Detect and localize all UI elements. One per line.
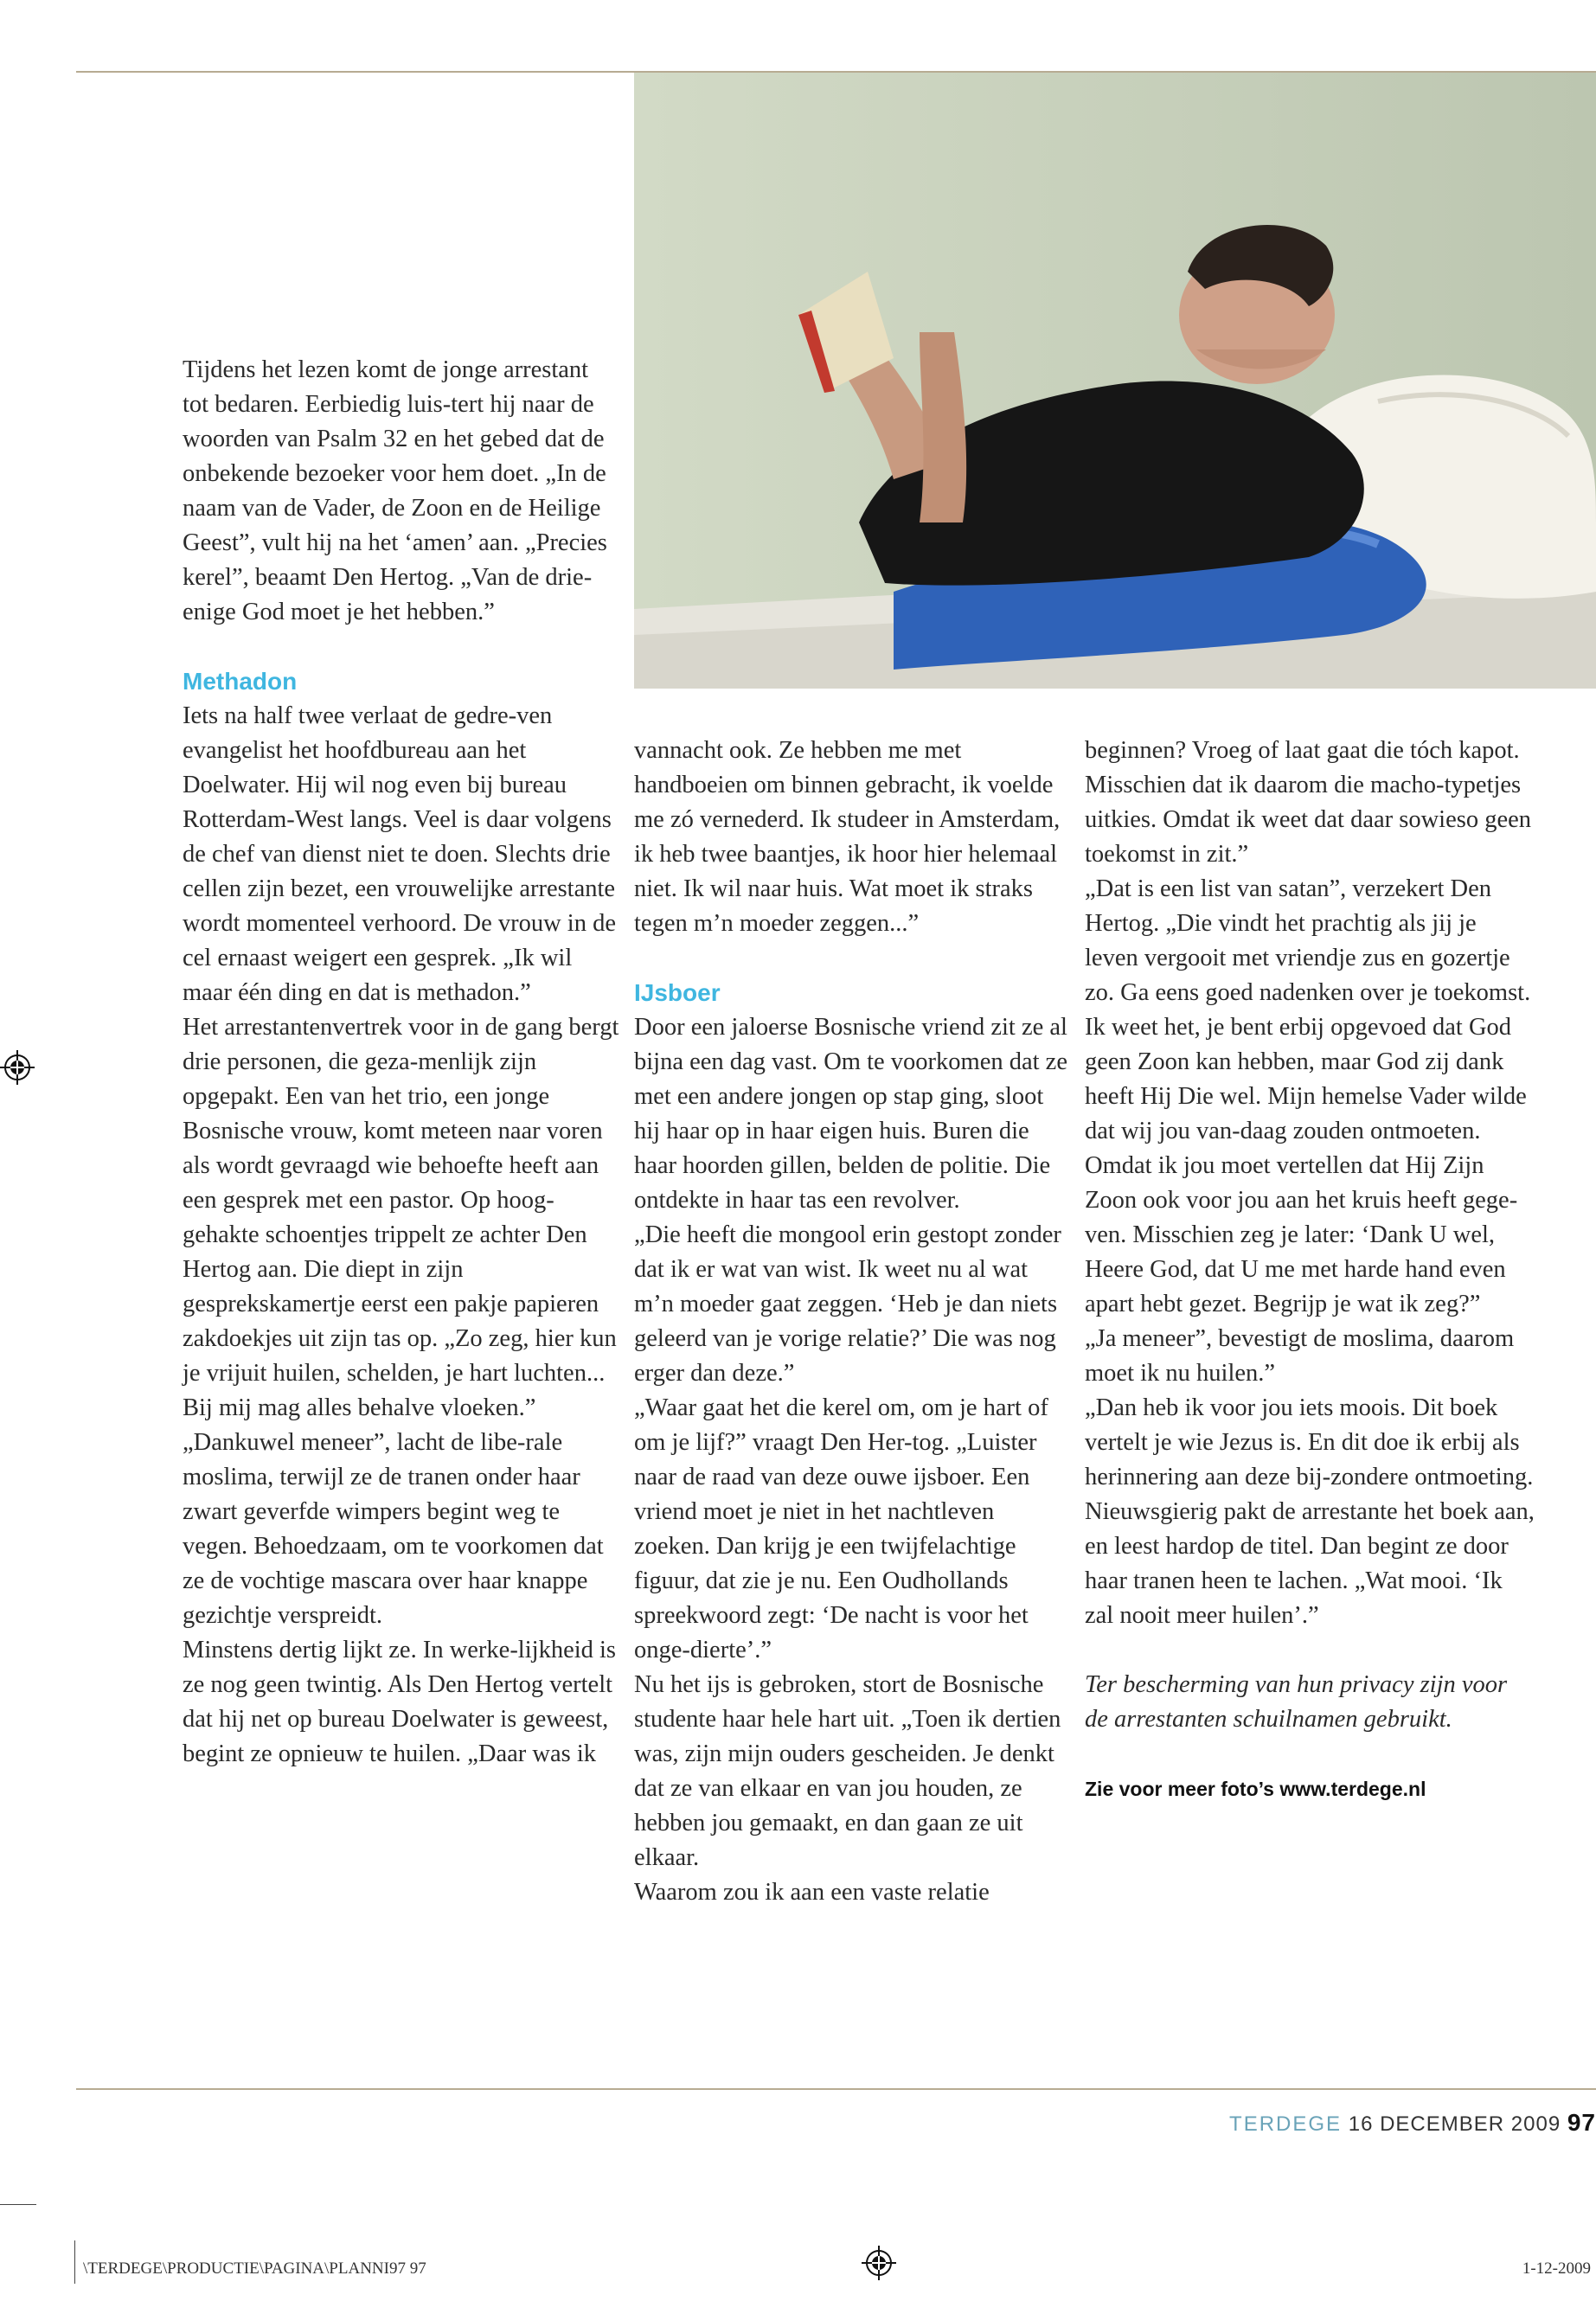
paragraph: „Ja meneer”, bevestigt de moslima, daarom moet ik nu huilen.” xyxy=(1085,1325,1515,1387)
paragraph: Nu het ijs is gebroken, stort de Bosnische studente haar hele hart uit. „Toen ik dertien was, zijn mijn ouders gescheiden. Je denkt dat ze van elkaar en van jou houden, ze hebben jou gemaakt, en dan gaan ze uit elkaar. xyxy=(634,1671,1061,1871)
print-slug-path: \TERDEGE\PRODUCTIE\PAGINA\PLANNI97 97 xyxy=(83,2259,426,2278)
subheading-ijsboer: IJsboer xyxy=(634,979,721,1006)
paragraph: Nieuwsgierig pakt de arrestante het boek aan, en leest hardop de titel. Dan begint ze door haar tranen heen te lachen. „Wat mooi. ‘Ik zal nooit meer huilen’.” xyxy=(1085,1498,1535,1629)
paragraph: Minstens dertig lijkt ze. In werke-lijkheid is ze nog geen twintig. Als Den Hertog vertelt dat hij net op bureau Doelwater is geweest, begint ze opnieuw te huilen. „Daar was ik xyxy=(183,1637,617,1767)
page-footer xyxy=(1229,2109,1596,2137)
print-slug-date: 1-12-2009 xyxy=(1522,2259,1591,2278)
crosshair-registration-mark xyxy=(0,1050,35,1085)
bottom-rule xyxy=(76,2088,1596,2090)
paragraph: Waarom zou ik aan een vaste relatie xyxy=(634,1879,990,1906)
paragraph: Door een jaloerse Bosnische vriend zit ze al bijna een dag vast. Om te voorkomen dat ze met een andere jongen op stap ging, sloot hij haar op in haar eigen huis. Buren die haar hoorden gillen, belden de politie. Die ontdekte in haar tas een revolver. xyxy=(634,1014,1067,1214)
paragraph: „Dat is een list van satan”, verzekert Den Hertog. „Die vindt het prachtig als jij je leven vergooit met vriendje zus en gozertje zo. Ga eens goed nadenken over je toekomst. xyxy=(1085,875,1531,1006)
paragraph: Iets na half twee verlaat de gedre-ven evangelist het hoofdbureau aan het Doelwater. Hij wil nog even bij bureau Rotterdam-West langs. Veel is daar volgens de chef van dienst niet te doen. Slechts drie cellen zijn bezet, een vrouwelijke arrestante wordt momenteel verhoord. De vrouw in de cel ernaast weigert een gesprek. „Ik wil maar één ding en dat is methadon.” xyxy=(183,702,616,1006)
paragraph: „Waar gaat het die kerel om, om je hart of om je lijf?” vraagt Den Her-tog. „Luister naar de raad van deze ouwe ijsboer. Een vriend moet je niet in het nachtleven zoeken. Dan krijg je een twijfelachtige figuur, dat zie je nu. Een Oudhollands spreekwoord zegt: ‘De nacht is voor het onge-dierte’.” xyxy=(634,1394,1048,1663)
column-1 xyxy=(183,353,619,1772)
column-2 xyxy=(634,734,1071,1910)
paragraph: Het arrestantenvertrek voor in de gang bergt drie personen, die geza-menlijk zijn opgepakt. Een van het trio, een jonge Bosnische vrouw, komt meteen naar voren als wordt gevraagd wie behoefte heeft aan een gesprek met een pastor. Op hoog-gehakte schoentjes trippelt ze achter Den Hertog aan. Die diept in zijn gesprekskamertje eerst een pakje papieren zakdoekjes uit zijn tas op. „Zo zeg, hier kun je vrijuit huilen, schelden, je hart luchten... Bij mij mag alles behalve vloeken.” xyxy=(183,1014,619,1421)
paragraph: beginnen? Vroeg of laat gaat die tóch kapot. Misschien dat ik daarom die macho-typetjes uitkies. Omdat ik weet dat daar sowieso geen toekomst in zit.” xyxy=(1085,737,1532,868)
intro-paragraph: Tijdens het lezen komt de jonge arrestant tot bedaren. Eerbiedig luis-tert hij naar de woorden van Psalm 32 en het gebed dat de onbekende bezoeker voor hem doet. „In de naam van de Vader, de Zoon en de Heilige Geest”, vult hij na het ‘amen’ aan. „Precies kerel”, beaamt Den Hertog. „Van de drie-enige God moet je het hebben.” xyxy=(183,356,607,625)
crop-mark xyxy=(0,2204,36,2205)
website-reference: Zie voor meer foto’s www.terdege.nl xyxy=(1085,1778,1426,1800)
subheading-methadon: Methadon xyxy=(183,668,298,695)
paragraph: Ik weet het, je bent erbij opgevoed dat God geen Zoon kan hebben, maar God zij dank heeft Hij Die wel. Mijn hemelse Vader wilde dat wij jou van-daag zouden ontmoeten. Omdat ik jou moet vertellen dat Hij Zijn Zoon ook voor jou aan het kruis heeft gege-ven. Misschien zeg je later: ‘Dank U wel, Heere God, dat U me met harde hand even apart hebt gezet. Begrijp je wat ik zeg?” xyxy=(1085,1014,1527,1317)
paragraph: „Dankuwel meneer”, lacht de libe-rale moslima, terwijl ze de tranen onder haar zwart geverfde wimpers begint weg te vegen. Behoedzaam, om te voorkomen dat ze de vochtige mascara over haar knappe gezichtje verspreidt. xyxy=(183,1429,604,1629)
page-number: 97 xyxy=(1567,2109,1596,2136)
paragraph: „Dan heb ik voor jou iets moois. Dit boek vertelt je wie Jezus is. En dit doe ik erbij als herinnering aan deze bij-zondere ontmoeting. xyxy=(1085,1394,1534,1490)
crop-mark xyxy=(74,2240,75,2284)
crosshair-registration-mark xyxy=(862,2246,896,2280)
issue-date: 16 DECEMBER 2009 xyxy=(1348,2112,1561,2136)
privacy-note: Ter bescherming van hun privacy zijn voor de arrestanten schuilnamen gebruikt. xyxy=(1085,1671,1508,1733)
column-3 xyxy=(1085,734,1535,1806)
man-reading-in-cell-photo xyxy=(634,73,1596,689)
magazine-name: TERDEGE xyxy=(1229,2112,1343,2136)
paragraph: vannacht ook. Ze hebben me met handboeien om binnen gebracht, ik voelde me zó vernederd. Ik studeer in Amsterdam, ik heb twee baantjes, ik hoor hier helemaal niet. Ik wil naar huis. Wat moet ik straks tegen m’n moeder zeggen...” xyxy=(634,737,1061,937)
paragraph: „Die heeft die mongool erin gestopt zonder dat ik er wat van wist. Ik weet nu al wat m’n moeder gaat zeggen. ‘Heb je dan niets geleerd van je vorige relatie?’ Die was nog erger dan deze.” xyxy=(634,1221,1061,1387)
